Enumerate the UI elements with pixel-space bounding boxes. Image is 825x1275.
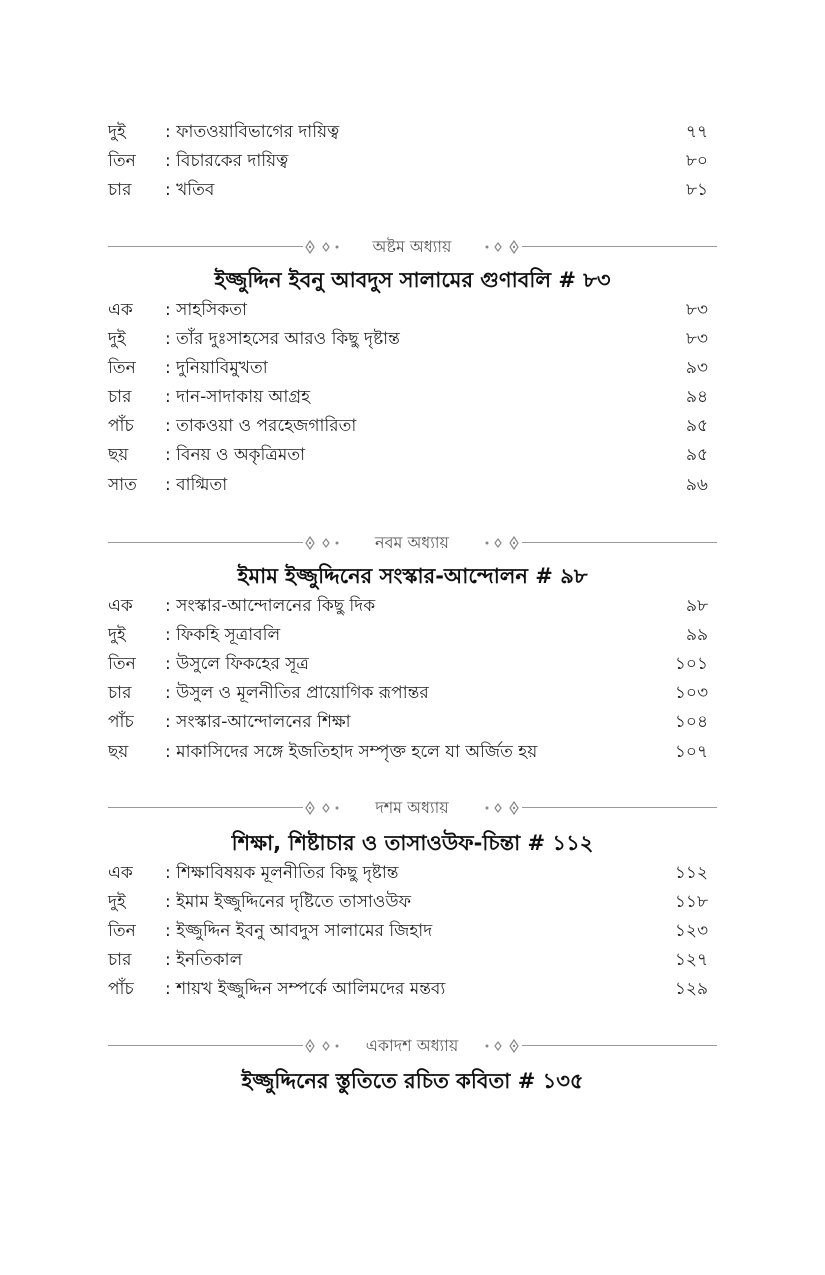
ornament-icon bbox=[302, 533, 342, 553]
chapter-heading: ইজ্জুদ্দিন ইবনু আবদুস সালামের গুণাবলি # ৮৩ bbox=[214, 268, 611, 292]
entry-number: পাঁচ bbox=[108, 712, 134, 732]
entry-number: দুই bbox=[108, 329, 126, 349]
chapter-label: দশম অধ্যায় bbox=[375, 798, 449, 817]
toc-entry bbox=[108, 738, 708, 767]
entry-number: দুই bbox=[108, 122, 126, 142]
divider-line bbox=[522, 1045, 717, 1046]
toc-entry bbox=[108, 975, 708, 1004]
entry-number: চার bbox=[108, 950, 132, 970]
entry-title: : সংস্কার-আন্দোলনের শিক্ষা bbox=[165, 712, 351, 732]
entry-page: ৮৩ bbox=[685, 329, 708, 349]
entry-page: ৮১ bbox=[685, 180, 708, 200]
toc-entry bbox=[108, 650, 708, 679]
toc-entry bbox=[108, 118, 708, 147]
entry-page: ১২৩ bbox=[674, 921, 708, 941]
entry-title: : বিচারকের দায়িত্ব bbox=[165, 151, 289, 171]
entry-page: ৯৮ bbox=[685, 596, 708, 616]
entry-number: তিন bbox=[108, 151, 136, 171]
ornament-icon bbox=[302, 237, 342, 257]
chapter-divider bbox=[108, 531, 717, 555]
entry-number: তিন bbox=[108, 358, 136, 378]
entry-title: : দুনিয়াবিমুখতা bbox=[165, 358, 268, 378]
entry-title: : ফিকহি সূত্রাবলি bbox=[165, 625, 281, 645]
entry-page: ১১২ bbox=[674, 863, 708, 883]
toc-entry bbox=[108, 621, 708, 650]
toc-entry bbox=[108, 888, 708, 917]
entry-title: : ইমাম ইজ্জুদ্দিনের দৃষ্টিতে তাসাওউফ bbox=[165, 892, 412, 912]
entry-page: ৯৬ bbox=[685, 475, 708, 495]
ornament-icon bbox=[482, 533, 522, 553]
divider-line bbox=[108, 542, 303, 543]
entry-number: সাত bbox=[108, 475, 137, 495]
divider-line bbox=[522, 542, 717, 543]
entry-title: : সংস্কার-আন্দোলনের কিছু দিক bbox=[165, 596, 376, 616]
entry-number: এক bbox=[108, 596, 133, 616]
chapter-divider bbox=[108, 1034, 717, 1058]
toc-entry bbox=[108, 296, 708, 325]
chapter-divider bbox=[108, 796, 717, 820]
entry-page: ১২৯ bbox=[674, 979, 708, 999]
entry-page: ৯৫ bbox=[685, 445, 708, 465]
entry-title: : খতিব bbox=[165, 180, 215, 200]
entry-number: দুই bbox=[108, 892, 126, 912]
entry-title: : ইজ্জুদ্দিন ইবনু আবদুস সালামের জিহাদ bbox=[165, 921, 433, 941]
toc-entry bbox=[108, 147, 708, 176]
toc-entry bbox=[108, 917, 708, 946]
toc-entry bbox=[108, 441, 708, 470]
chapter-label: নবম অধ্যায় bbox=[375, 533, 449, 552]
divider-line bbox=[522, 246, 717, 247]
toc-entry bbox=[108, 383, 708, 412]
entry-title: : তাঁর দুঃসাহসের আরও কিছু দৃষ্টান্ত bbox=[165, 329, 400, 349]
entry-number: ছয় bbox=[108, 742, 129, 762]
chapter-heading: শিক্ষা, শিষ্টাচার ও তাসাওউফ-চিন্তা # ১১২ bbox=[231, 831, 594, 855]
entry-page: ১০৭ bbox=[674, 742, 708, 762]
entry-number: এক bbox=[108, 300, 133, 320]
entry-page: ৮৩ bbox=[685, 300, 708, 320]
toc-entry bbox=[108, 412, 708, 441]
entry-number: চার bbox=[108, 180, 132, 200]
entry-page: ১২৭ bbox=[674, 950, 708, 970]
entry-title: : মাকাসিদের সঙ্গে ইজতিহাদ সম্পৃক্ত হলে যা অর্জিত হয় bbox=[165, 742, 538, 762]
chapter-label: অষ্টম অধ্যায় bbox=[372, 237, 452, 256]
entry-number: পাঁচ bbox=[108, 979, 134, 999]
entry-page: ৯৩ bbox=[685, 358, 708, 378]
entry-number: চার bbox=[108, 683, 132, 703]
entry-page: ১০৪ bbox=[674, 712, 708, 732]
toc-entry bbox=[108, 471, 708, 500]
entry-number: তিন bbox=[108, 654, 136, 674]
entry-title: : উসুল ও মূলনীতির প্রায়োগিক রূপান্তর bbox=[165, 683, 429, 703]
entry-page: ৯৪ bbox=[685, 387, 708, 407]
entry-page: ১০৩ bbox=[674, 683, 708, 703]
divider-line bbox=[522, 807, 717, 808]
ornament-icon bbox=[482, 1036, 522, 1056]
entry-page: ৯৫ bbox=[685, 416, 708, 436]
entry-title: : ইনতিকাল bbox=[165, 950, 243, 970]
entry-title: : বিনয় ও অকৃত্রিমতা bbox=[165, 445, 306, 465]
ornament-icon bbox=[302, 798, 342, 818]
entry-title: : সাহসিকতা bbox=[165, 300, 247, 320]
entry-title: : বাগ্মিতা bbox=[165, 475, 228, 495]
divider-line bbox=[108, 807, 303, 808]
entry-page: ১০১ bbox=[674, 654, 708, 674]
toc-entry bbox=[108, 946, 708, 975]
toc-entry bbox=[108, 176, 708, 205]
toc-entry bbox=[108, 592, 708, 621]
entry-title: : ফাতওয়াবিভাগের দায়িত্ব bbox=[165, 122, 340, 142]
entry-page: ৯৯ bbox=[685, 625, 708, 645]
entry-number: পাঁচ bbox=[108, 416, 134, 436]
entry-title: : উসুলে ফিকহের সূত্র bbox=[165, 654, 309, 674]
entry-page: ১১৮ bbox=[674, 892, 708, 912]
entry-number: তিন bbox=[108, 921, 136, 941]
ornament-icon bbox=[482, 237, 522, 257]
entry-title: : শায়খ ইজ্জুদ্দিন সম্পর্কে আলিমদের মন্তব্য bbox=[165, 979, 446, 999]
divider-line bbox=[108, 1045, 303, 1046]
entry-title: : তাকওয়া ও পরহেজগারিতা bbox=[165, 416, 357, 436]
chapter-heading: ইমাম ইজ্জুদ্দিনের সংস্কার-আন্দোলন # ৯৮ bbox=[237, 564, 588, 588]
entry-page: ৮০ bbox=[685, 151, 708, 171]
entry-number: ছয় bbox=[108, 445, 129, 465]
toc-entry bbox=[108, 679, 708, 708]
entry-number: এক bbox=[108, 863, 133, 883]
entry-number: দুই bbox=[108, 625, 126, 645]
ornament-icon bbox=[302, 1036, 342, 1056]
ornament-icon bbox=[482, 798, 522, 818]
chapter-label: একাদশ অধ্যায় bbox=[365, 1036, 459, 1055]
chapter-heading: ইজ্জুদ্দিনের স্তুতিতে রচিত কবিতা # ১৩৫ bbox=[241, 1069, 584, 1093]
entry-title: : শিক্ষাবিষয়ক মূলনীতির কিছু দৃষ্টান্ত bbox=[165, 863, 399, 883]
toc-entry bbox=[108, 859, 708, 888]
entry-number: চার bbox=[108, 387, 132, 407]
chapter-divider bbox=[108, 235, 717, 259]
toc-entry bbox=[108, 354, 708, 383]
divider-line bbox=[108, 246, 303, 247]
toc-entry bbox=[108, 325, 708, 354]
toc-entry bbox=[108, 708, 708, 737]
entry-page: ৭৭ bbox=[685, 122, 708, 142]
entry-title: : দান-সাদাকায় আগ্রহ bbox=[165, 387, 311, 407]
